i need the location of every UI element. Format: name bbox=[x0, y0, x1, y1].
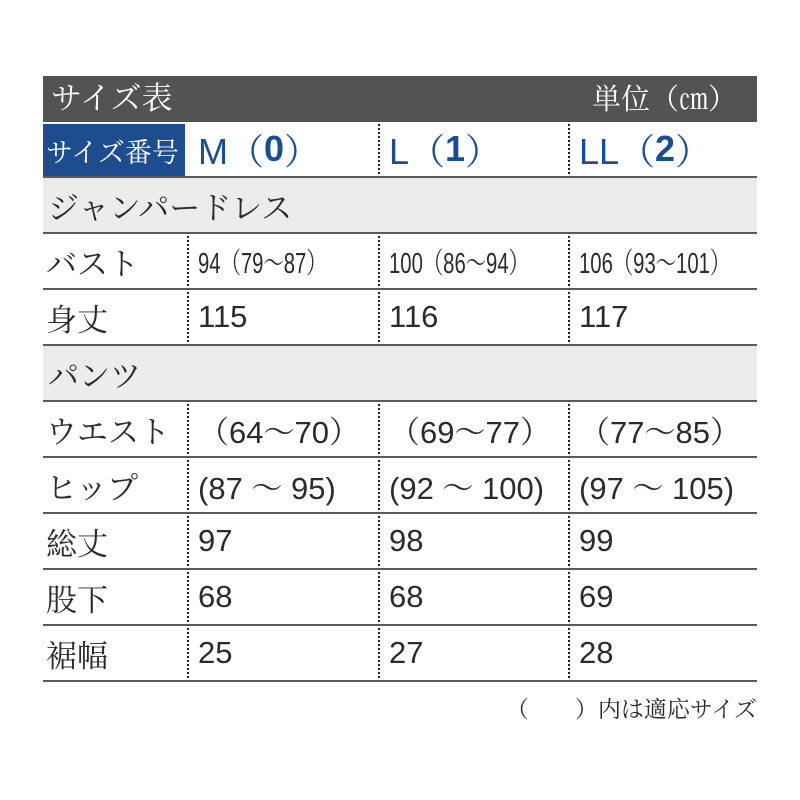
row-bust bbox=[43, 234, 757, 290]
size-name-l: L（ bbox=[389, 130, 446, 172]
row-inseam bbox=[43, 570, 757, 626]
size-number-row bbox=[43, 122, 757, 178]
value-l: (92 ～ 100) bbox=[378, 460, 568, 510]
size-header-l bbox=[378, 124, 568, 174]
size-close-l: ） bbox=[465, 130, 502, 172]
size-code-l: 1 bbox=[445, 128, 466, 169]
row-total-length bbox=[43, 514, 757, 570]
value-text: 94（79～87） bbox=[198, 247, 327, 280]
size-name-ll: LL（ bbox=[579, 130, 656, 172]
value-m: 97 bbox=[187, 516, 378, 566]
value-l: 68 bbox=[378, 572, 568, 622]
value-text: 100（86～94） bbox=[389, 247, 529, 280]
value-l: （69～77） bbox=[378, 404, 568, 454]
value-l: 98 bbox=[378, 516, 568, 566]
value-ll: 28 bbox=[568, 628, 757, 678]
row-hem-width bbox=[43, 626, 757, 682]
section-header-pants bbox=[43, 346, 757, 402]
value-text: 106（93～101） bbox=[579, 247, 731, 280]
unit-label: 単位（㎝） bbox=[591, 82, 737, 116]
size-close-ll: ） bbox=[675, 130, 712, 172]
value-ll: 69 bbox=[568, 572, 757, 622]
value-ll: （77～85） bbox=[568, 404, 757, 454]
size-code-m: 0 bbox=[264, 128, 285, 169]
row-label: ヒップ bbox=[46, 470, 139, 507]
value-ll bbox=[568, 236, 757, 286]
row-label: 股下 bbox=[46, 582, 108, 619]
row-waist bbox=[43, 402, 757, 458]
table-title: サイズ表 bbox=[51, 81, 173, 117]
section-header-jumper-dress bbox=[43, 178, 757, 234]
row-label: バスト bbox=[46, 246, 139, 283]
value-l: 27 bbox=[378, 628, 568, 678]
row-label: ウエスト bbox=[46, 414, 170, 451]
section-title: パンツ bbox=[48, 358, 141, 395]
section-title: ジャンパードレス bbox=[48, 190, 293, 227]
size-close-m: ） bbox=[284, 130, 321, 172]
size-name-m: M（ bbox=[198, 130, 264, 172]
value-l: 116 bbox=[378, 292, 568, 342]
value-ll: (97 ～ 105) bbox=[568, 460, 757, 510]
table-header-bar bbox=[43, 76, 757, 122]
size-number-label: サイズ番号 bbox=[43, 124, 185, 176]
row-body-length bbox=[43, 290, 757, 346]
row-hip bbox=[43, 458, 757, 514]
value-m bbox=[187, 236, 378, 286]
size-header-ll bbox=[568, 124, 757, 174]
value-m: 68 bbox=[187, 572, 378, 622]
value-m: (87 ～ 95) bbox=[187, 460, 378, 510]
row-label: 裾幅 bbox=[46, 638, 108, 675]
footnote: （ ）内は適応サイズ bbox=[505, 697, 757, 723]
value-ll: 117 bbox=[568, 292, 757, 342]
value-l bbox=[378, 236, 568, 286]
row-label: 身丈 bbox=[46, 302, 108, 339]
value-ll: 99 bbox=[568, 516, 757, 566]
value-m: 115 bbox=[187, 292, 378, 342]
size-code-ll: 2 bbox=[655, 128, 676, 169]
size-header-m bbox=[187, 124, 378, 174]
value-m: 25 bbox=[187, 628, 378, 678]
row-label: 総丈 bbox=[46, 526, 108, 563]
value-m: （64～70） bbox=[187, 404, 378, 454]
